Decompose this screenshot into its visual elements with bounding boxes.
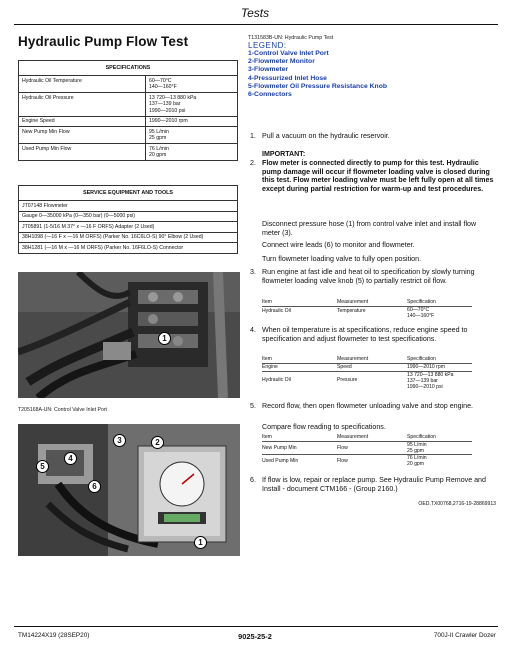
legend-item: 1-Control Valve Inlet Port [248,50,329,57]
callout-3: 3 [113,434,126,447]
legend-item: 4-Pressurized Inlet Hose [248,74,327,82]
legend-item: 5-Flowmeter Oil Pressure Resistance Knob [248,82,388,90]
spec-title: SPECIFICATIONS [19,61,238,76]
important-label: IMPORTANT: [262,150,306,158]
mini-table-temperature: Item Measurement Specification Hydraulic Oil Temperature 60—70°C 140—160°F [262,299,472,321]
footer-product: 700J-II Crawler Dozer [433,632,496,639]
page-title: Hydraulic Pump Flow Test [18,34,189,49]
callout-4: 4 [64,452,77,465]
running-header: Tests [240,6,270,20]
table-row: New Pump Min Flow 95 L/min 25 gpm [19,127,238,144]
header-rule [14,24,498,25]
table-row: Hydraulic Oil Pressure 13 720—13 880 kPa 137—139 bar 1990—2010 psi [19,93,238,117]
mini-table-flow: Item Measurement Specification New Pump Min Flow 95 L/min 25 gpm Used Pump Min Flow 76 L/min 20 gpm [262,434,472,470]
legend-caption: T131583B-UN: Hydraulic Pump Test [248,35,334,41]
legend-item: 6-Connectors [248,91,292,99]
callout-5: 5 [36,460,49,473]
step-2-sub-3: Turn flowmeter loading valve to fully open position. [262,255,422,263]
figure1-caption: T205168A-UN: Control Valve Inlet Port [18,407,107,413]
step-2: 2. Flow meter is connected directly to pump for this test. Hydraulic pump damage will occur if flowmeter loading valve is closed during this test. Flow meter loading valve must be left fully open at all times except during partial restriction for warm-up and test procedures. [250,159,494,193]
service-tools-table [18,185,238,254]
table-row: 38H1281 (—16 M x —16 M ORFS) (Parker No. 16F6LO-S) Connector [19,243,238,254]
footer-rule [14,626,498,627]
pump-test-photo [18,424,240,556]
pump-test-illustration [18,424,240,556]
tools-title: SERVICE EQUIPMENT AND TOOLS [19,186,238,201]
control-valve-photo [18,272,240,398]
table-row: Used Pump Min Flow 76 L/min 20 gpm [19,144,238,161]
step-3: 3. Run engine at fast idle and heat oil to specification by slowly turning flowmeter loading valve knob (5) to partially restrict oil flow. [250,268,475,285]
specifications-table [18,60,238,161]
table-row: Hydraulic Oil Temperature 60—70°C 140—160°F [19,76,238,93]
table-row: Gauge 0—35000 kPa (0—350 bar) (0—5000 psi) [19,211,238,222]
legend-item: 2-Flowmeter Monitor [248,58,315,66]
step-1: 1. Pull a vacuum on the hydraulic reservoir. [250,132,390,140]
step-2-sub-2: Connect wire leads (6) to monitor and flowmeter. [262,241,415,249]
callout-6: 6 [88,480,101,493]
legend-list [248,50,498,99]
legend-item: 3-Flowmeter [248,66,289,74]
footer-page-number: 9025-25-2 [238,632,272,641]
footer-doc-id: TM14224X19 (28SEP20) [18,632,90,639]
step-5: 5. Record flow, then open flowmeter unloading valve and stop engine. [250,402,473,410]
legend-title: LEGEND: [248,41,287,50]
table-row: 38H1098 (—16 F x —16 M ORFS) (Parker No. 16C6LO-S) 90° Elbow (2 Used) [19,232,238,243]
callout-1b: 1 [194,536,207,549]
step-6: 6. If flow is low, repair or replace pump. See Hydraulic Pump Remove and Install - document CTM166 - (Group 2160.) [250,476,486,493]
step-4: 4. When oil temperature is at specifications, reduce engine speed to specification and adjust flowmeter to test specifications. [250,326,468,343]
mini-table-engine: Item Measurement Specification Engine Speed 1990—2010 rpm Hydraulic Oil Pressure 13 720—13 880 kPa 137—139 bar 1990—2010 psi [262,356,472,396]
step-2-sub-1: Disconnect pressure hose (1) from control valve inlet and install flow meter (3). [262,220,477,237]
table-row: JT05891 (1-5/16 M 37° x —16 F ORFS) Adapter (2 Used) [19,222,238,233]
callout-1: 1 [158,332,171,345]
table-row: Engine Speed 1990—2010 rpm [19,116,238,127]
callout-2: 2 [151,436,164,449]
control-valve-illustration [18,272,240,398]
reference-code: OED,TX00768,2716-19-28869913 [418,501,496,507]
table-row: JT07148 Flowmeter [19,201,238,212]
step-5-sub: Compare flow reading to specifications. [262,423,386,431]
